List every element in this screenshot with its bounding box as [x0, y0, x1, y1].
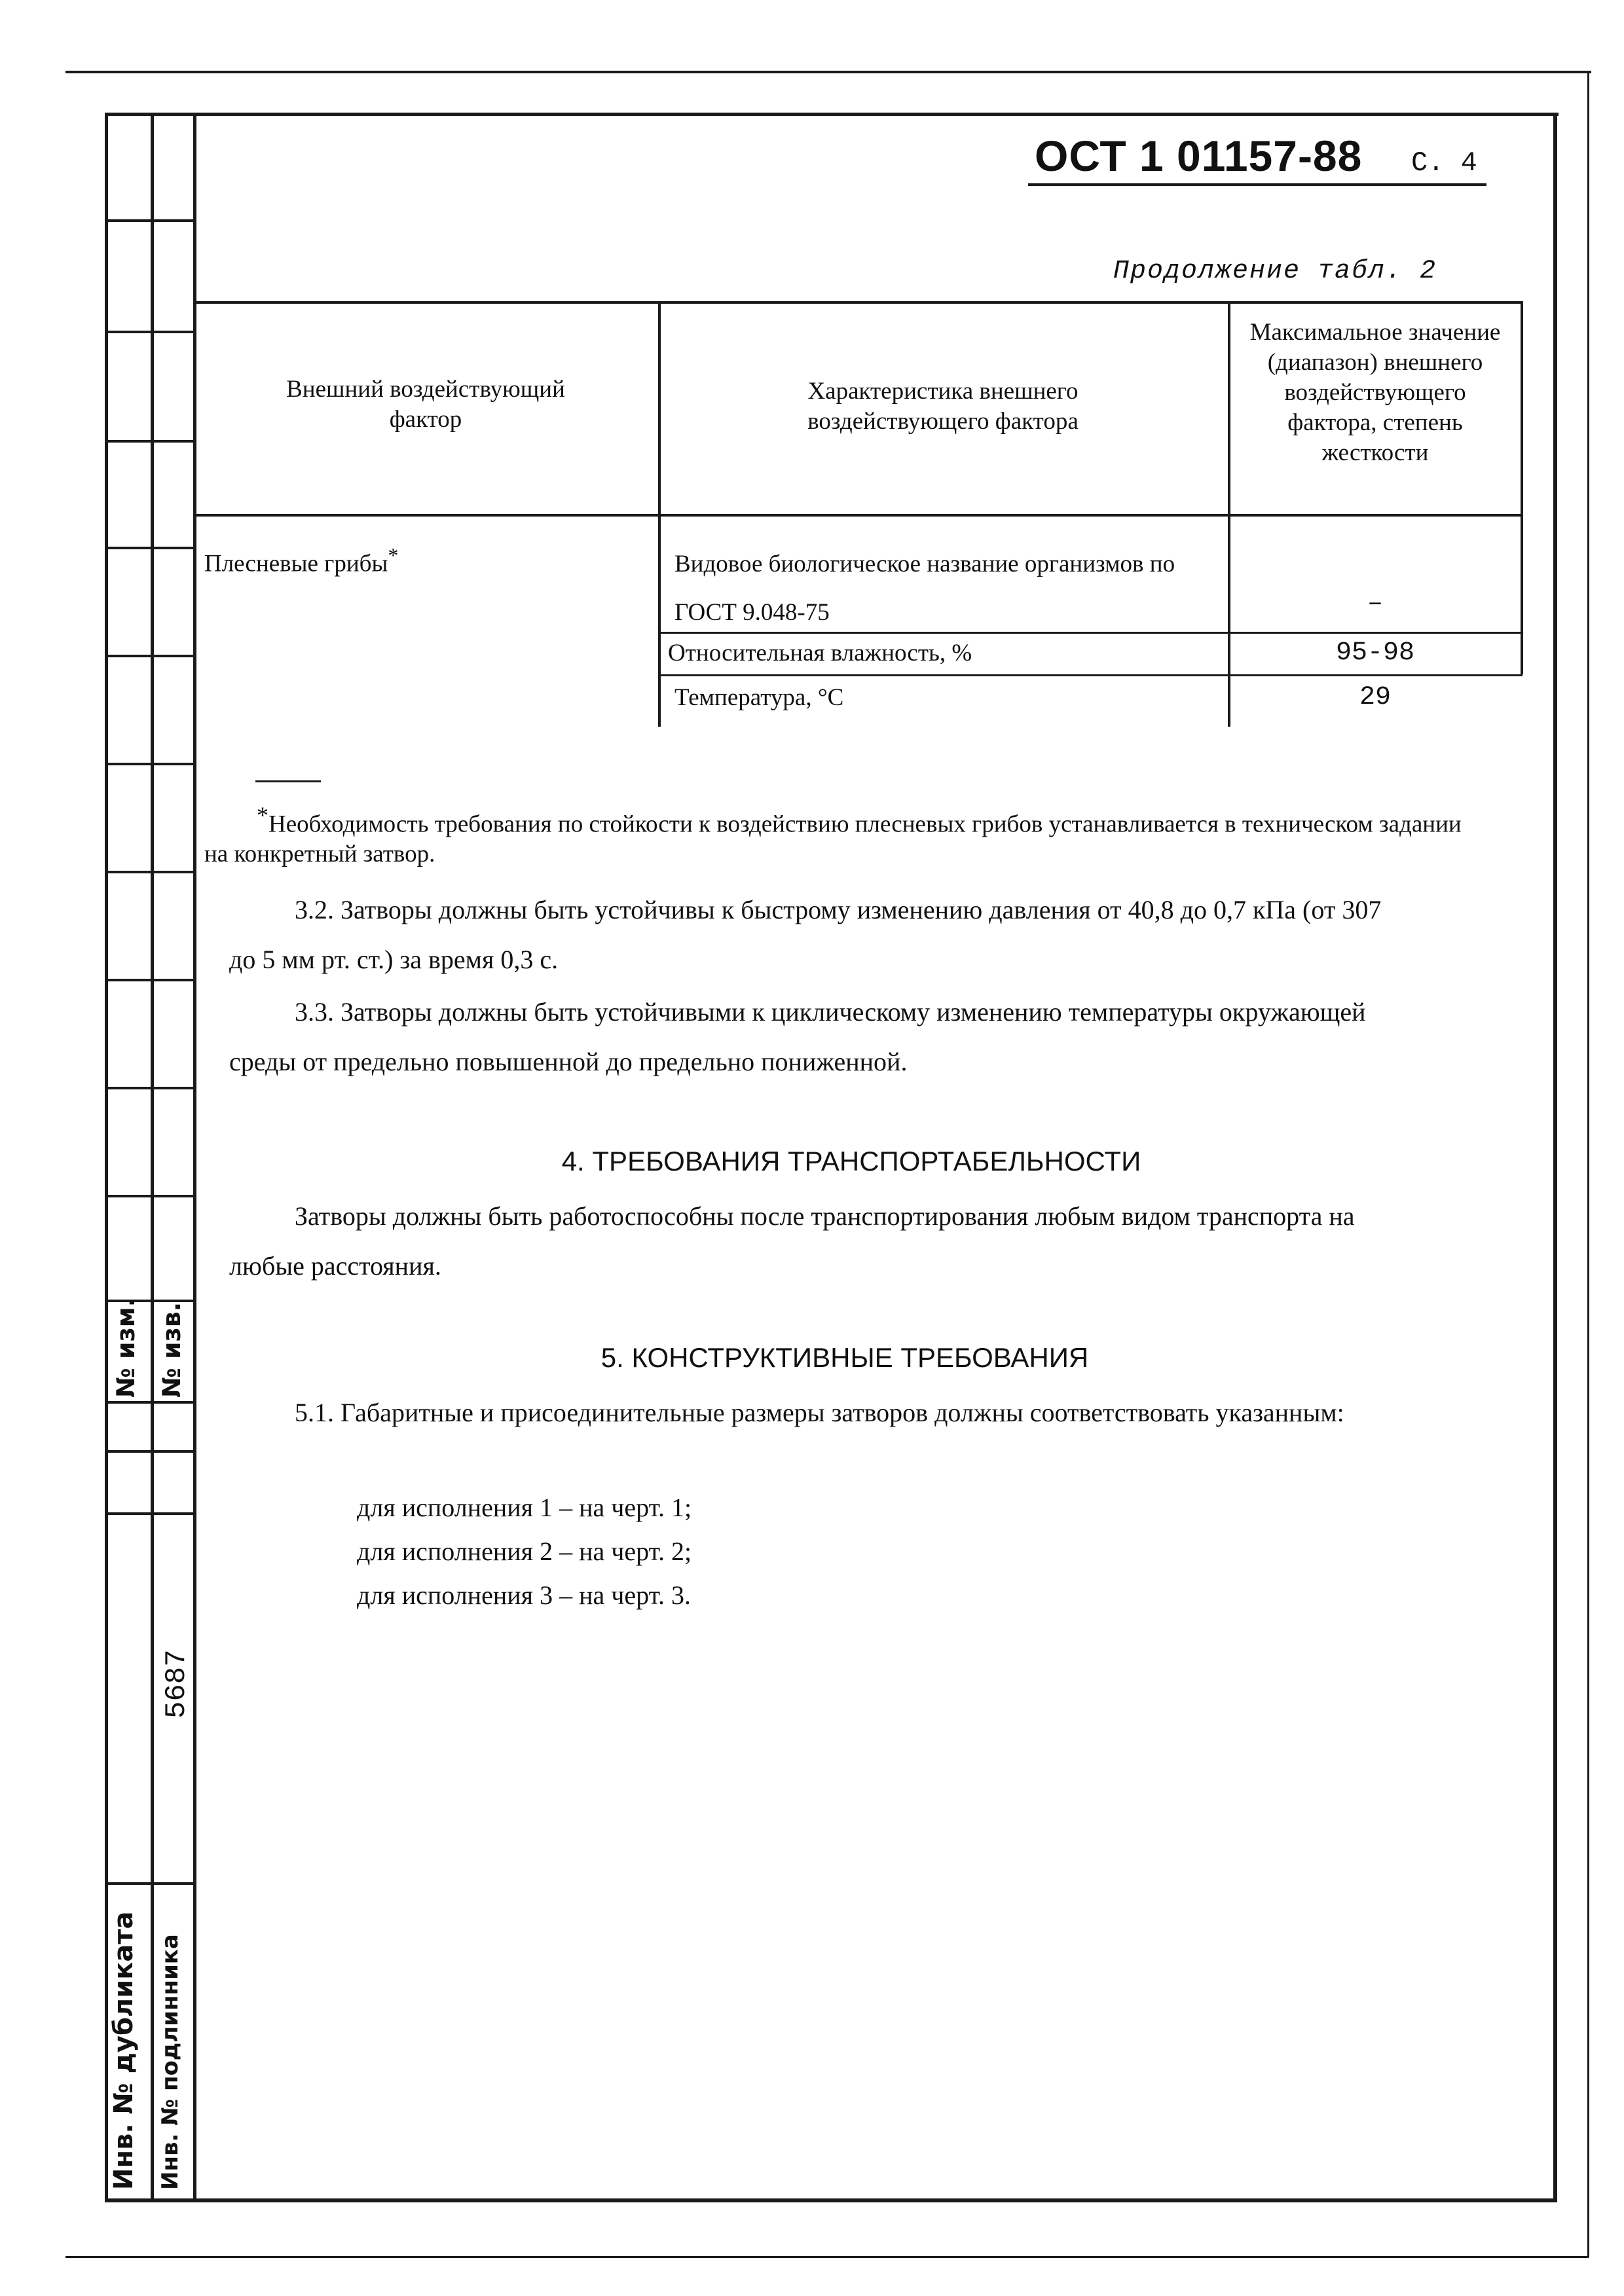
clause-5-1: 5.1. Габаритные и присоединительные размеры затворов должны соответствовать указанным:: [295, 1398, 1344, 1427]
inner-top-border: [105, 113, 1559, 116]
table-continuation-label: Продолжение табл. 2: [1113, 257, 1437, 286]
strip-tick: [105, 547, 196, 549]
strip-tick: [105, 655, 196, 657]
document-code: ОСТ 1 01157-88: [1035, 132, 1363, 180]
characteristic-species: Видовое биологическое название организмов по ГОСТ 9.048-75: [674, 551, 1175, 626]
strip-line-1: [105, 113, 108, 2201]
clause-3-2: 3.2. Затворы должны быть устойчивы к быстрому изменению давления от 40,8 до 0,7 кПа (от 307 до 5 мм рт. ст.) за время 0,3 с.: [229, 895, 1382, 974]
document-code-underline: [1028, 183, 1486, 186]
change-number-label: № изм.: [111, 1297, 140, 1398]
strip-line-3: [193, 113, 196, 2201]
footnote-separator: [255, 780, 321, 782]
header-characteristic: Характеристика внешнего воздействующего фактора: [807, 378, 1079, 435]
strip-tick: [105, 1087, 196, 1089]
strip-tick: [105, 979, 196, 981]
header-max-value: Максимальное значение (диапазон) внешнего воздействующего фактора, степень жесткости: [1249, 319, 1501, 466]
duplicate-inventory-label: Инв. № дубликата: [109, 1911, 139, 2190]
outer-right-border: [1587, 71, 1589, 2257]
table-col-divider-2: [1228, 301, 1230, 727]
strip-tick: [105, 763, 196, 765]
characteristic-humidity: Относительная влажность, %: [668, 640, 972, 666]
factor-label: Плесневые грибы: [204, 550, 388, 577]
notice-number-label: № изв.: [157, 1302, 186, 1398]
list-item: для исполнения 1 – на черт. 1;: [357, 1493, 692, 1522]
outer-bottom-border: [65, 2256, 1589, 2258]
strip-tick: [105, 871, 196, 873]
strip-tick: [105, 1450, 196, 1453]
header-factor: Внешний воздействующий фактор: [286, 376, 565, 433]
list-item: для исполнения 3 – на черт. 3.: [357, 1580, 692, 1610]
table-col-divider-1: [658, 301, 661, 727]
section-5-title: 5. КОНСТРУКТИВНЫЕ ТРЕБОВАНИЯ: [600, 1342, 1089, 1373]
strip-tick: [105, 219, 196, 222]
clause-3-3: 3.3. Затворы должны быть устойчивыми к циклическому изменению температуры окружающей среды от предельно повышенной до предельно пониженной.: [229, 997, 1366, 1076]
strip-tick: [105, 1195, 196, 1197]
value-species: –: [1367, 589, 1383, 619]
strip-tick: [105, 1512, 196, 1515]
strip-line-2: [151, 113, 154, 2201]
factor-footnote-mark: *: [388, 543, 399, 567]
right-border: [1553, 113, 1557, 2201]
strip-tick: [105, 1401, 196, 1404]
value-temperature: 29: [1359, 683, 1391, 712]
strip-tick: [105, 331, 196, 333]
characteristic-temperature: Температура, °С: [674, 684, 844, 711]
footnote-text: Необходимость требования по стойкости к воздействию плесневых грибов устанавливается в техническом задании на конкретный затвор.: [204, 811, 1462, 868]
table-right-line: [1521, 301, 1523, 674]
top-border: [65, 71, 1591, 73]
original-inventory-number: 5687: [160, 1649, 193, 1719]
strip-tick: [105, 440, 196, 443]
footnote-mark: *: [257, 802, 268, 828]
value-humidity: 95-98: [1335, 638, 1415, 668]
table-row-line-2: [658, 674, 1522, 676]
footnote: [204, 800, 1481, 869]
list-item: для исполнения 2 – на черт. 2;: [357, 1537, 692, 1566]
page-number: С. 4: [1411, 147, 1477, 179]
strip-tick: [105, 1882, 196, 1885]
section-4-title: 4. ТРЕБОВАНИЯ ТРАНСПОРТАБЕЛЬНОСТИ: [561, 1146, 1141, 1176]
table-top-line: [193, 301, 1522, 304]
table-header-bottom-line: [193, 514, 1522, 517]
bottom-border: [105, 2198, 1557, 2202]
original-inventory-label: Инв. № подлинника: [157, 1934, 183, 2190]
section-4-text: Затворы должны быть работоспособны после транспортирования любым видом транспорта на любые расстояния.: [229, 1201, 1355, 1281]
factor-name: [204, 540, 398, 579]
